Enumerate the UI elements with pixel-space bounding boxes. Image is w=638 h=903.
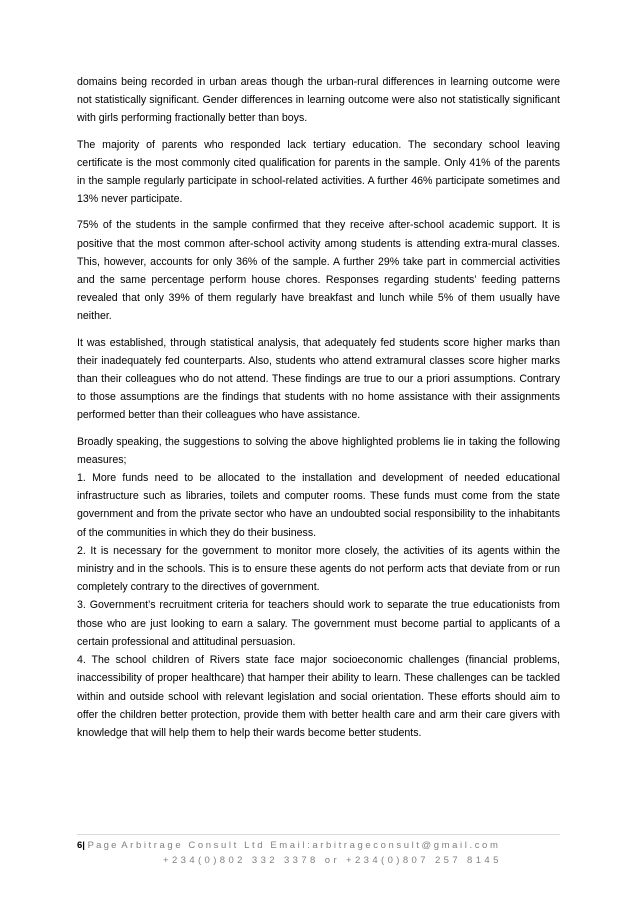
footer-line-1 <box>77 838 560 853</box>
measures-intro: Broadly speaking, the suggestions to solving the above highlighted problems lie in taking the following measures; <box>77 435 560 466</box>
paragraph: The majority of parents who responded lack tertiary education. The secondary school leaving certificate is the most commonly cited qualification for parents in the sample. Only 41% of the parents in the sample regularly participate in school-related activities. A further 46% participate sometimes and 13% never participate. <box>77 138 560 206</box>
measure-item: 3. Government’s recruitment criteria for teachers should work to separate the true educationists from those who are just looking to earn a salary. The government must become partial to applicants of a certain professional and attitudinal persuasion. <box>77 599 560 648</box>
paragraph: It was established, through statistical analysis, that adequately fed students score higher marks than their inadequately fed counterparts. Also, students who attend extramural classes score higher marks than their colleagues who do not attend. These findings are true to our a priori assumptions. Contrary to those assumptions are the findings that students with no home assistance with their assignments performed better than their colleagues who have assistance. <box>77 336 560 422</box>
page-number: 6 <box>77 840 83 851</box>
page-footer <box>77 834 560 868</box>
paragraph: 75% of the students in the sample confirmed that they receive after-school academic support. It is positive that the most common after-school activity among students is attending extra-mural classes. This, however, accounts for only 36% of the sample. A further 29% take part in commercial activities and the same percentage perform house chores. Responses regarding students’ feeding patterns revealed that only 39% of them regularly have breakfast and lunch while 5% of them usually have neither. <box>77 219 560 323</box>
measure-item: 4. The school children of Rivers state face major socioeconomic challenges (financial problems, inaccessibility of proper healthcare) that hamper their ability to learn. These challenges can be tackled within and outside school with relevant legislation and social orientation. These efforts should aim to offer the children better protection, provide them with better health care and arm their care givers with knowledge that will help them to help their wards become better students. <box>77 654 560 739</box>
measures-section <box>77 433 560 742</box>
measure-item: 1. More funds need to be allocated to the installation and development of needed educational infrastructure such as libraries, toilets and computer rooms. These funds must come from the state government and from the private sector who have an undoubted social responsibility to the inhabitants of the communities in which they do their business. <box>77 472 560 539</box>
footer-phones: +234(0)802 332 3378 or +234(0)807 257 8145 <box>163 855 502 866</box>
paragraph: domains being recorded in urban areas though the urban-rural differences in learning outcome were not statistically significant. Gender differences in learning outcome were also not statistically significant with girls performing fractionally better than boys. <box>77 76 560 125</box>
footer-separator: | <box>82 840 85 851</box>
company-email: Arbitrage Consult Ltd Email:arbitrageconsult@gmail.com <box>121 840 501 851</box>
measure-item: 2. It is necessary for the government to monitor more closely, the activities of its agents within the ministry and in the schools. This is to ensure these agents do not perform acts that deviate from or run completely contrary to the directives of government. <box>77 544 560 594</box>
document-body <box>77 73 560 742</box>
page-label: Page <box>87 840 119 851</box>
